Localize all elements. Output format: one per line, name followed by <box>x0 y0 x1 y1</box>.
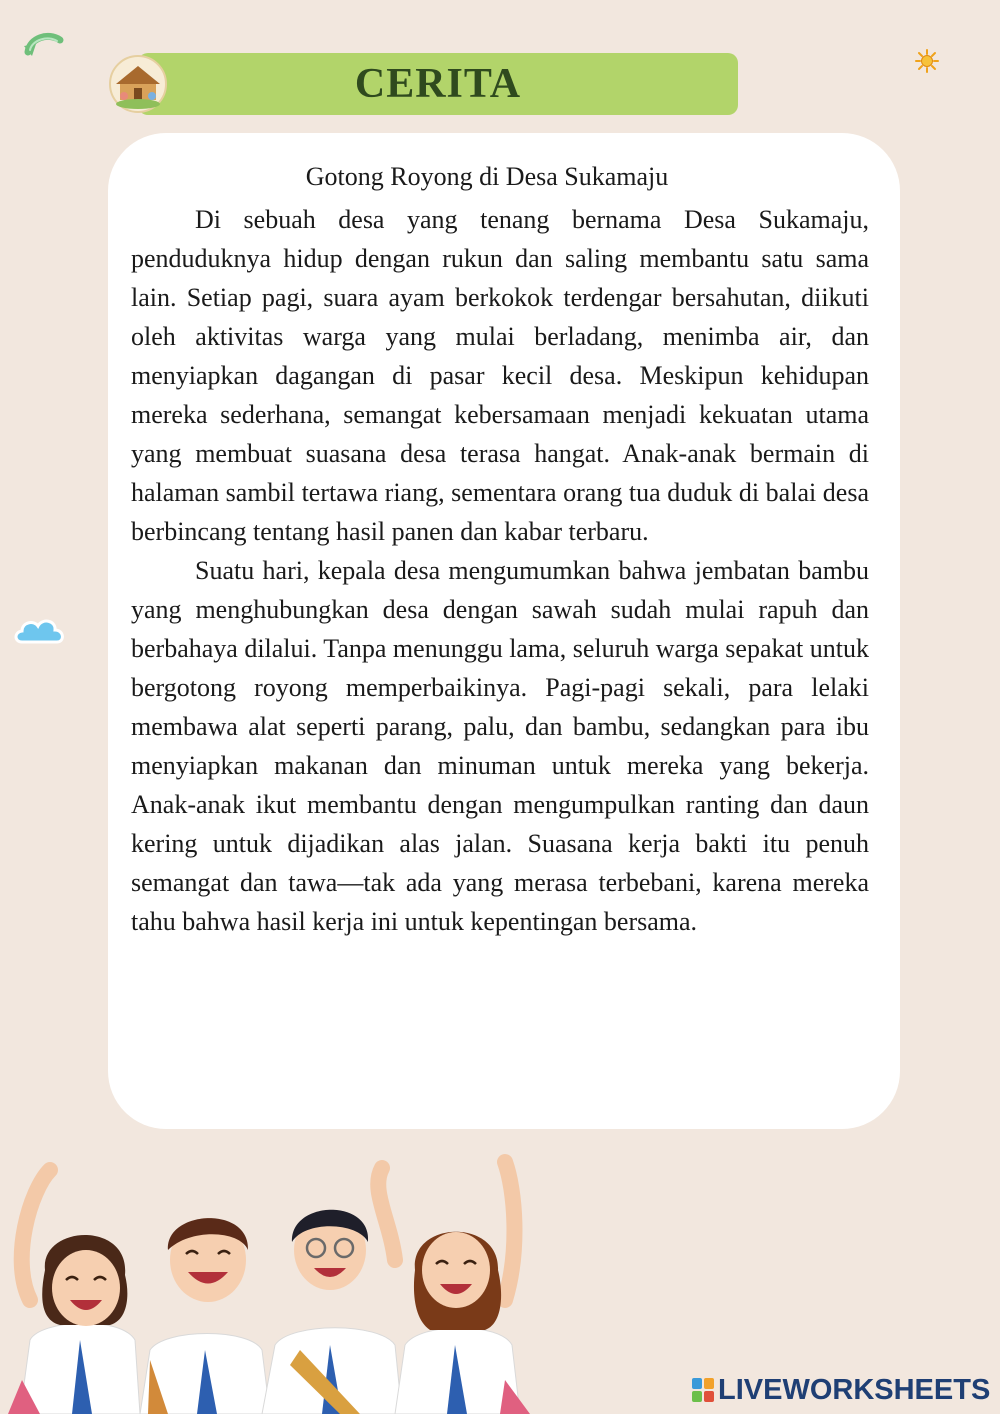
back-arrow-icon[interactable] <box>22 28 66 58</box>
students-illustration <box>0 1150 600 1414</box>
student-boy-glasses <box>262 1168 402 1414</box>
story-title: Gotong Royong di Desa Sukamaju <box>305 162 669 191</box>
liveworksheets-logo-icon <box>692 1378 714 1402</box>
header-banner <box>138 53 738 115</box>
story-paragraph: Suatu hari, kepala desa mengumumkan bahwa jembatan bambu yang menghubungkan desa dengan sawah sudah mulai rapuh dan berbahaya dilalui. Tanpa menunggu lama, seluruh warga sepakat untuk bergotong royong memperbaikinya. Pagi-pagi sekali, para lelaki membawa alat seperti parang, palu, dan bambu, sedangkan para ibu menyiapkan makanan dan minuman untuk mereka yang bekerja. Anak-anak ikut membantu dengan mengumpulkan ranting dan daun kering untuk dijadikan alas jalan. Suasana kerja bakti itu penuh semangat dan tawa—tak ada yang merasa terbebani, karena mereka tahu bahwa hasil kerja ini untuk kepentingan bersama. <box>131 556 869 936</box>
student-girl-right <box>395 1162 530 1414</box>
student-boy-middle <box>140 1218 270 1414</box>
page-title: CERITA <box>354 61 522 107</box>
story-body <box>131 200 869 941</box>
village-illustration <box>106 52 170 116</box>
sun-icon <box>914 48 940 74</box>
brand-text: LIVEWORKSHEETS <box>718 1373 991 1406</box>
liveworksheets-brand[interactable] <box>692 1374 990 1406</box>
cloud-icon <box>12 612 68 648</box>
student-girl-left <box>8 1170 140 1414</box>
story-paragraph: Di sebuah desa yang tenang bernama Desa Sukamaju, penduduknya hidup dengan rukun dan saling membantu satu sama lain. Setiap pagi, suara ayam berkokok terdengar bersahutan, diikuti oleh aktivitas warga yang mulai berladang, menimba air, dan menyiapkan dagangan di pasar kecil desa. Meskipun kehidupan mereka sederhana, semangat kebersamaan menjadi kekuatan utama yang membuat suasana desa terasa hangat. Anak-anak bermain di halaman sambil tertawa riang, sementara orang tua duduk di balai desa berbincang tentang hasil panen dan kabar terbaru. <box>131 205 869 546</box>
